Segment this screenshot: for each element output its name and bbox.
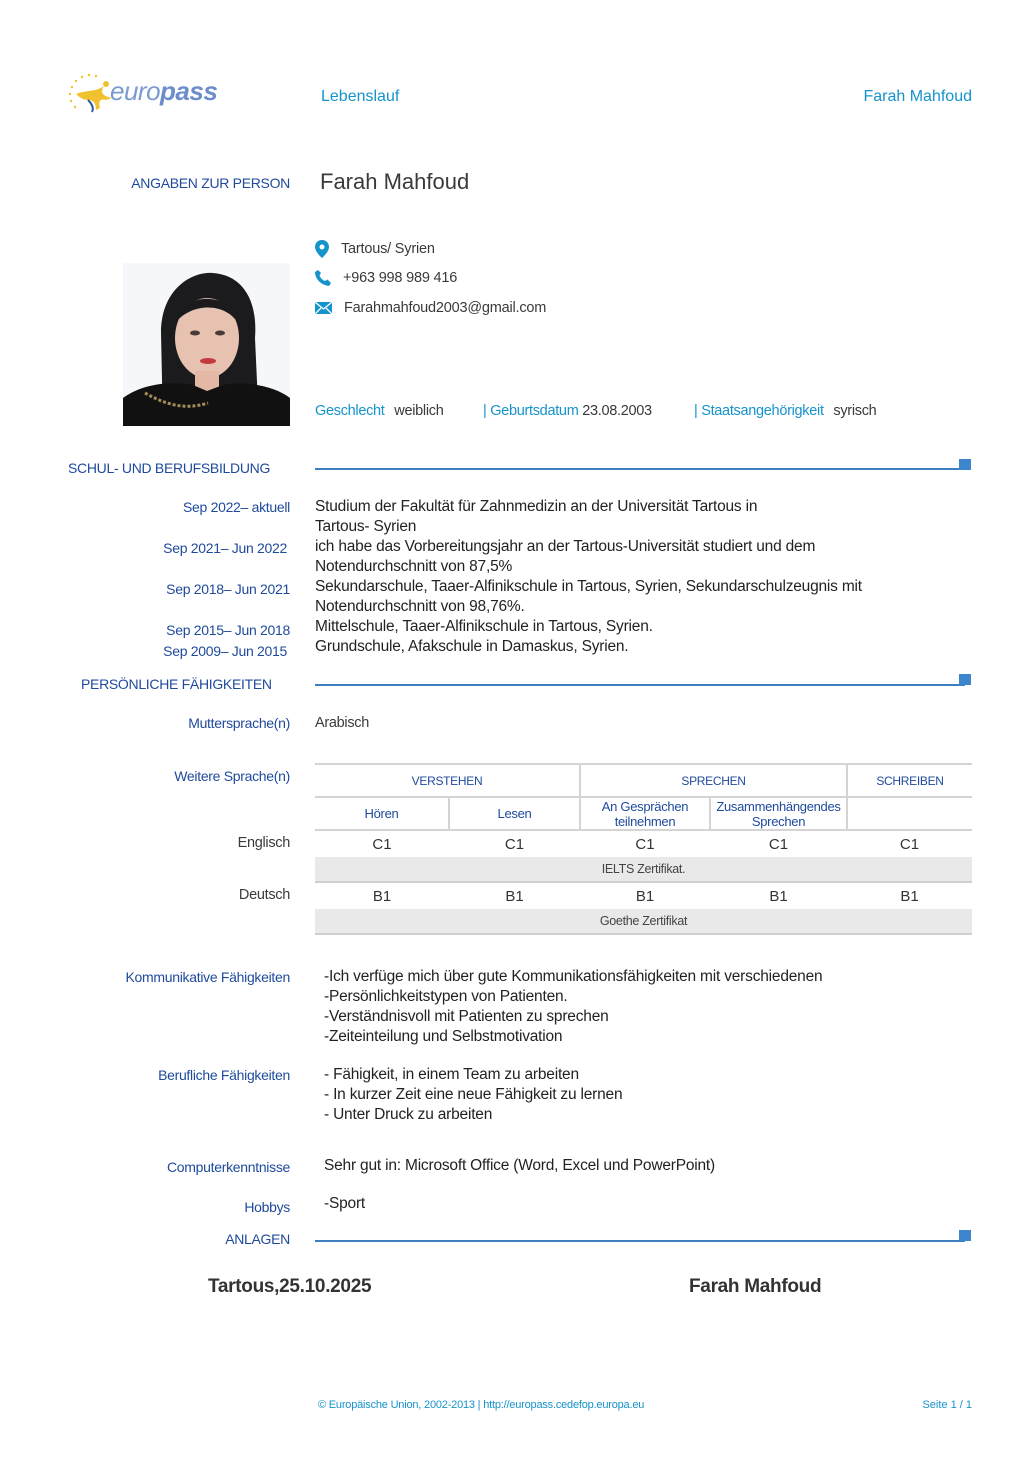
education-date: Sep 2009– Jun 2015 (163, 643, 287, 659)
column-header-line: Zusammenhängendes (716, 798, 841, 814)
communication-skills-label: Kommunikative Fähigkeiten (125, 969, 290, 985)
education-date: Sep 2021– Jun 2022 (163, 540, 287, 556)
level-cell: B1 (505, 887, 524, 905)
gender-value: weiblich (394, 403, 444, 419)
table-row (315, 882, 972, 909)
level-cell: B1 (769, 887, 788, 905)
envelope-icon (315, 302, 332, 314)
level-cell: C1 (504, 835, 525, 853)
level-cell: C1 (635, 835, 655, 853)
education-text (315, 497, 757, 537)
group-header: VERSTEHEN (315, 764, 580, 797)
section-divider (315, 468, 965, 470)
location-pin-icon (315, 240, 329, 258)
skill-line: - Unter Druck zu arbeiten (324, 1106, 493, 1123)
column-header-line: teilnehmen (614, 813, 676, 829)
certificate-cell: IELTS Zertifikat. (315, 857, 972, 882)
column-header-line: An Gesprächen (601, 798, 689, 814)
communication-skills-text (324, 967, 822, 1047)
contact-email (315, 300, 546, 316)
document-type: Lebenslauf (321, 88, 400, 105)
phone-icon (315, 270, 331, 286)
certificate-row (315, 857, 972, 882)
nationality-label: | Staatsangehörigkeit (694, 403, 824, 419)
phone-text[interactable]: +963 998 989 416 (343, 270, 458, 286)
personal-details-row (315, 403, 443, 419)
table-row (315, 830, 972, 857)
language-name: Englisch (237, 835, 290, 851)
level-cell: C1 (372, 835, 392, 853)
group-header: SPRECHEN (580, 764, 847, 797)
section-attachments-label: ANLAGEN (225, 1231, 290, 1247)
nationality-value: syrisch (833, 403, 877, 419)
footer-copyright[interactable]: © Europäische Union, 2002-2013 | http://europass.cedefop.europa.eu (318, 1399, 645, 1411)
skill-line: -Ich verfüge mich über gute Kommunikationsfähigkeiten mit verschiedenen (324, 968, 823, 985)
skill-line: -Zeiteinteilung und Selbstmotivation (324, 1028, 563, 1045)
mother-tongue-value: Arabisch (315, 715, 370, 731)
profile-photo (123, 263, 290, 426)
education-line: ich habe das Vorbereitungsjahr an der Tartous-Universität studiert und dem (315, 538, 816, 555)
birthdate-value: 23.08.2003 (582, 403, 652, 419)
level-cell: B1 (900, 887, 919, 905)
logo-text-pass: pass (160, 76, 218, 106)
education-date: Sep 2015– Jun 2018 (166, 622, 290, 638)
skill-line: -Verständnisvoll mit Patienten zu sprechen (324, 1008, 609, 1025)
section-marker (959, 459, 971, 470)
certificate-row (315, 909, 972, 934)
birth-row (483, 403, 652, 419)
professional-skills-text (324, 1065, 622, 1125)
skill-line: -Persönlichkeitstypen von Patienten. (324, 988, 568, 1005)
header-name: Farah Mahfoud (863, 88, 972, 105)
education-text (315, 577, 862, 617)
logo-text-euro: euro (110, 76, 161, 106)
signature-place-date: Tartous,25.10.2025 (208, 1276, 372, 1297)
level-cell: B1 (372, 887, 392, 905)
mother-tongue-label: Muttersprache(n) (188, 715, 290, 731)
computer-skills-text: Sehr gut in: Microsoft Office (Word, Excel und PowerPoint) (324, 1157, 715, 1174)
contact-phone (315, 270, 457, 286)
section-personal-label: ANGABEN ZUR PERSON (131, 175, 290, 191)
address-text: Tartous/ Syrien (341, 241, 435, 257)
education-line: Notendurchschnitt von 98,76%. (315, 598, 525, 615)
skill-line: - Fähigkeit, in einem Team zu arbeiten (324, 1066, 579, 1083)
birthdate-label: | Geburtsdatum (483, 403, 579, 419)
section-education-label: SCHUL- UND BERUFSBILDUNG (68, 460, 271, 476)
section-skills-label: PERSÖNLICHE FÄHIGKEITEN (81, 676, 272, 692)
europass-logo (66, 72, 218, 114)
education-line: Mittelschule, Taaer-Alfinikschule in Tartous, Syrien. (315, 618, 653, 635)
language-name: Deutsch (238, 887, 290, 903)
education-line: Tartous- Syrien (315, 518, 417, 535)
group-header: SCHREIBEN (847, 764, 972, 797)
level-cell: B1 (635, 887, 655, 905)
contact-address (315, 240, 435, 258)
section-divider (315, 684, 965, 686)
section-marker (959, 674, 971, 685)
language-column-header-row (315, 797, 972, 830)
column-header (710, 797, 847, 830)
nationality-row (694, 403, 876, 419)
email-text[interactable]: Farahmahfoud2003@gmail.com (344, 300, 547, 316)
skill-line: - In kurzer Zeit eine neue Fähigkeit zu lernen (324, 1086, 623, 1103)
education-line: Grundschule, Afakschule in Damaskus, Syrien. (315, 638, 629, 655)
hobbies-text: -Sport (324, 1195, 366, 1212)
column-header: Lesen (449, 797, 580, 830)
gender-label: Geschlecht (315, 403, 385, 419)
hobbies-label: Hobbys (244, 1199, 290, 1215)
person-name: Farah Mahfoud (320, 169, 470, 194)
professional-skills-label: Berufliche Fähigkeiten (158, 1067, 290, 1083)
section-marker (959, 1230, 971, 1241)
language-group-header-row (315, 764, 972, 797)
computer-skills-label: Computerkenntnisse (167, 1159, 290, 1175)
column-header (580, 797, 710, 830)
section-divider (315, 1240, 965, 1242)
level-cell: C1 (899, 835, 920, 853)
language-table (315, 763, 972, 935)
education-date: Sep 2018– Jun 2021 (166, 581, 290, 597)
certificate-cell: Goethe Zertifikat (315, 909, 972, 934)
education-date: Sep 2022– aktuell (183, 499, 290, 515)
education-text (315, 637, 628, 657)
education-line: Studium der Fakultät für Zahnmedizin an der Universität Tartous in (315, 498, 758, 515)
education-line: Sekundarschule, Taaer-Alfinikschule in Tartous, Syrien, Sekundarschulzeugnis mit (315, 578, 862, 595)
education-text (315, 537, 815, 577)
column-header-line: Sprechen (751, 813, 806, 829)
footer-page-number: Seite 1 / 1 (922, 1399, 972, 1411)
education-text (315, 617, 653, 637)
signature-name: Farah Mahfoud (689, 1276, 822, 1297)
other-languages-label: Weitere Sprache(n) (174, 768, 290, 784)
column-header: Hören (315, 797, 449, 830)
level-cell: C1 (768, 835, 789, 853)
education-line: Notendurchschnitt von 87,5% (315, 558, 513, 575)
column-header (847, 797, 972, 830)
